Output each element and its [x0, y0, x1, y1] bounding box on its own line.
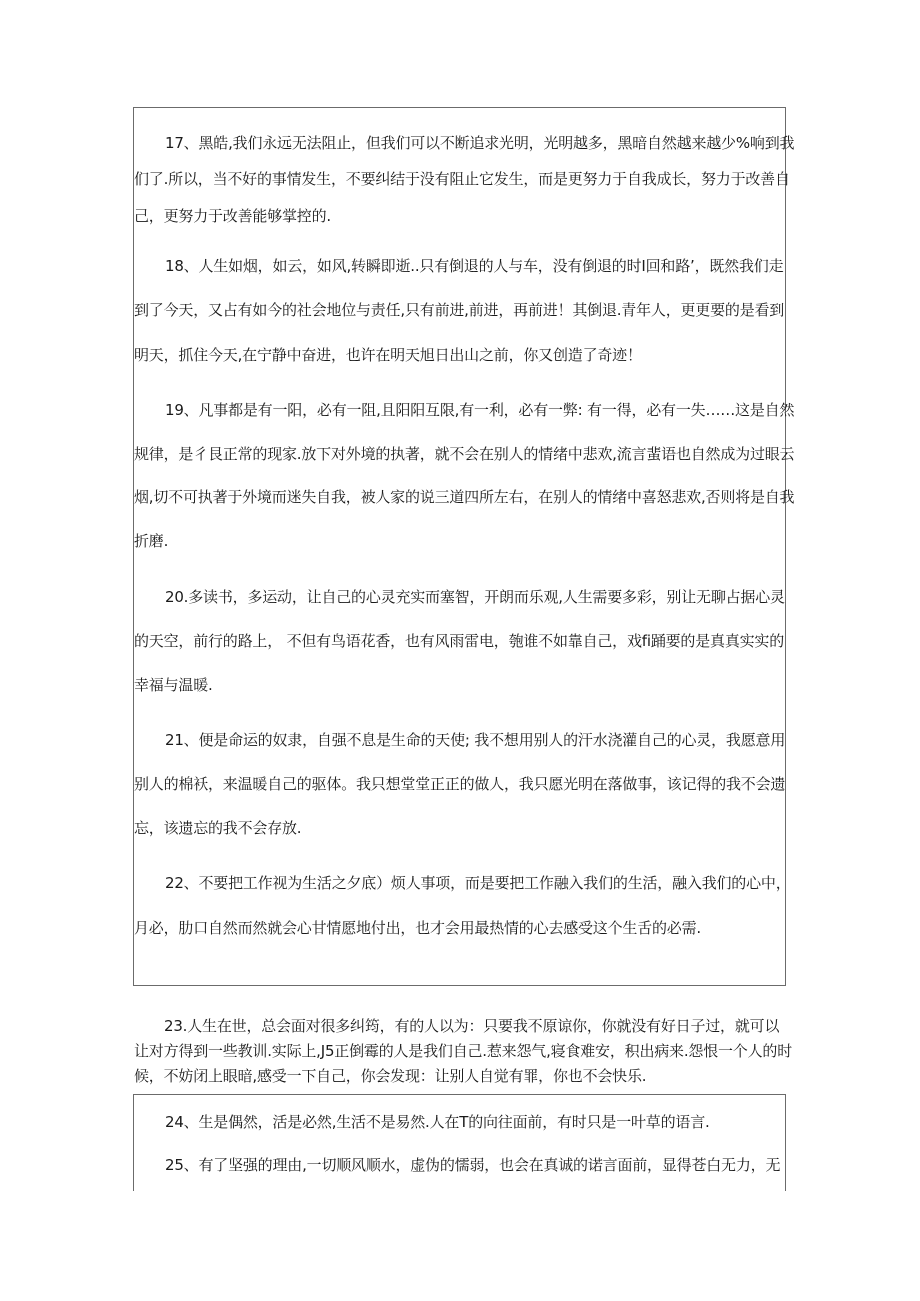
para-21-line-2: 别人的棉袄，来温暖自己的驱体。我只想堂堂正正的做人，我只愿光明在落做事，该记得的我不会遗 [134, 775, 786, 793]
para-20-line-2: 的天空，前行的路上， 不但有鸟语花香，也有风雨雷电，匏谁不如靠自己，戏fi踊要的是真真实实的 [134, 632, 785, 650]
para-21-line-1: 21、便是命运的奴隶，自强不息是生命的天使; 我不想用别人的汗水浇灌自己的心灵，我愿意用 [165, 731, 786, 749]
para-19-line-1: 19、凡事都是有一阳，必有一阻,且阳阳互限,有一利，必有一弊: 有一得，必有一失……这是自然 [165, 401, 795, 419]
para-25-line-1: 25、有了坚强的理由,一切顺风顺水，虚伪的懦弱，也会在真诚的诺言面前，显得苍白无力，无 [165, 1156, 781, 1174]
bordered-text-block-2 [133, 1094, 786, 1191]
para-18-line-3: 明天，抓住今天,在宁静中奋进，也许在明天旭日出山之前，你又创造了奇迹！ [134, 346, 642, 364]
para-23-line-1: 23.人生在世，总会面对很多纠筠，有的人以为：只要我不原谅你，你就没有好日子过，就可以 [164, 1017, 780, 1035]
bordered-text-block-1 [133, 107, 795, 986]
para-21-line-3: 忘，该遗忘的我不会存放. [134, 819, 302, 837]
para-18-line-2: 到了今天，又占有如今的社会地位与责任,只有前进,前进，再前进！其倒退.青年人，更更要的是看到 [134, 301, 785, 319]
para-20-line-3: 幸福与温暖. [134, 676, 213, 694]
para-22-line-2: 月必，肋口自然而然就会心甘情愿地付出，也才会用最热情的心去感受这个生舌的必需. [134, 919, 701, 937]
para-22-line-1: 22、不要把工作视为生活之夕底）烦人事项，而是要把工作融入我们的生活，融入我们的心中， [165, 874, 791, 892]
para-18-line-1: 18、人生如烟，如云，如风,转瞬即逝..只有倒退的人与车，没有倒退的时I回和路’，既然我们走 [165, 257, 784, 275]
para-17-line-1: 17、黑皓,我们永远无法阻止，但我们可以不断追求光明，光明越多，黑暗自然越来越少%响到我 [165, 134, 795, 152]
para-19-line-3: 烟,切不可执著于外境而迷失自我，被人家的说三道四所左右，在别人的情绪中喜怒悲欢,否则将是自我 [134, 488, 795, 506]
para-23-line-3: 候，不妨闭上眼暗,感受一下自己，你会发现：让别人自觉有罪，你也不会快乐. [134, 1067, 647, 1085]
para-17-line-3: 己，更努力于改善能够掌控的. [134, 207, 331, 225]
para-19-line-2: 规律，是彳艮正常的现家.放下对外境的执著，就不会在别人的情绪中悲欢,流言蜚语也自然成为过眼云 [134, 445, 795, 463]
para-23-line-2: 让对方得到一些教训.实际上,J5正倒霉的人是我们自己.惹来怨气,寝食难安，积出病来.怨恨一个人的时 [134, 1042, 793, 1060]
para-19-line-4: 折磨. [134, 532, 169, 550]
para-20-line-1: 20.多读书，多运动，让自己的心灵充实而塞智，开朗而乐观,人生需要多彩，别让无聊占据心灵 [165, 588, 785, 606]
para-24-line-1: 24、生是偶然，活是必然,生活不是易然.人在T的向往面前，有时只是一叶草的语言. [165, 1113, 710, 1131]
para-17-line-2: 们了.所以，当不好的事情发生，不要纠结于没有阻止它发生，而是更努力于自我成长，努力于改善自 [134, 170, 790, 188]
